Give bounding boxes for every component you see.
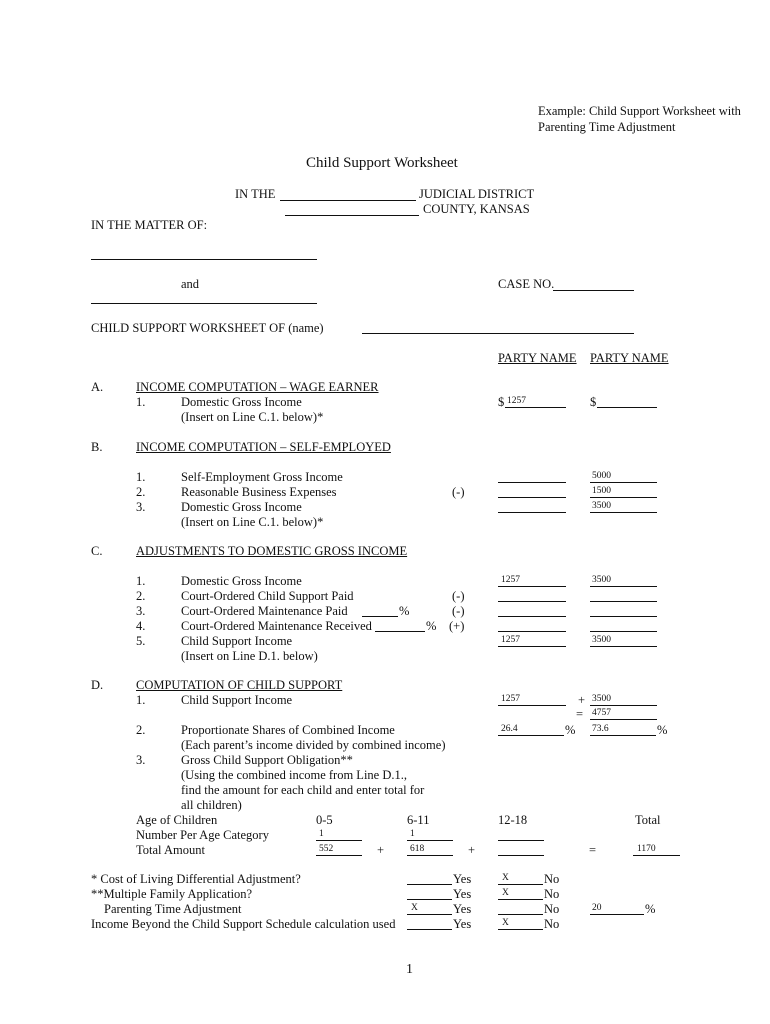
c5-sublabel: (Insert on Line D.1. below): [181, 649, 318, 663]
total-header: Total: [635, 813, 661, 827]
c5-number: 5.: [136, 634, 146, 648]
col-yes-label: Yes: [453, 872, 472, 886]
count-12-18-field[interactable]: [498, 840, 544, 841]
number-per-age-label: Number Per Age Category: [136, 828, 269, 842]
section-a-letter: A.: [91, 380, 104, 394]
c2-field-party1[interactable]: [498, 601, 566, 602]
section-a-title: INCOME COMPUTATION – WAGE EARNER: [136, 380, 379, 394]
district-blank[interactable]: [280, 200, 416, 201]
b1-field-party2[interactable]: [590, 482, 657, 483]
c4-operator: (+): [449, 619, 465, 633]
mf-yes-label: Yes: [453, 887, 472, 901]
b2-label: Reasonable Business Expenses: [181, 485, 337, 499]
a1-dollar-2: $: [590, 395, 597, 409]
c4-number: 4.: [136, 619, 146, 633]
pt-percent-field[interactable]: [590, 914, 644, 915]
age-6-11-header: 6-11: [407, 813, 430, 827]
example-line-2: Parenting Time Adjustment: [538, 120, 676, 134]
col-no-mark: X: [502, 873, 509, 883]
c2-number: 2.: [136, 589, 146, 603]
page-number: 1: [406, 962, 413, 977]
b2-value-party2: 1500: [592, 486, 611, 496]
d1-field-party2[interactable]: [590, 705, 657, 706]
count-0-5-field[interactable]: [316, 840, 362, 841]
d1-label: Child Support Income: [181, 693, 293, 707]
b1-value-party2: 5000: [592, 471, 611, 481]
count-0-5-value: 1: [319, 829, 324, 839]
amount-0-5-field[interactable]: [316, 855, 362, 856]
b3-field-party2[interactable]: [590, 512, 657, 513]
c1-number: 1.: [136, 574, 146, 588]
d3-sublabel-2: find the amount for each child and enter total for: [181, 783, 425, 797]
in-the-label: IN THE: [235, 187, 276, 201]
amount-6-11-value: 618: [410, 844, 425, 854]
d2-label: Proportionate Shares of Combined Income: [181, 723, 395, 737]
mf-yes-field[interactable]: [407, 899, 452, 900]
col-no-field[interactable]: [498, 884, 543, 885]
count-6-11-field[interactable]: [407, 840, 453, 841]
d3-label: Gross Child Support Obligation**: [181, 753, 353, 767]
ib-yes-field[interactable]: [407, 929, 452, 930]
c2-operator: (-): [452, 589, 465, 603]
pt-percent-value: 20: [592, 903, 602, 913]
b3-label: Domestic Gross Income: [181, 500, 302, 514]
d2-share-party1: 26.4: [501, 724, 518, 734]
party-name-header-1: PARTY NAME: [498, 351, 577, 365]
d1-number: 1.: [136, 693, 146, 707]
d2-number: 2.: [136, 723, 146, 737]
pt-no-field[interactable]: [498, 914, 543, 915]
a1-sublabel: (Insert on Line C.1. below)*: [181, 410, 324, 424]
d1-value-party1: 1257: [501, 694, 520, 704]
col-yes-field[interactable]: [407, 884, 452, 885]
b2-number: 2.: [136, 485, 146, 499]
multiple-family-label: **Multiple Family Application?: [91, 887, 253, 901]
ib-no-field[interactable]: [498, 929, 543, 930]
c1-value-party2: 3500: [592, 575, 611, 585]
b1-field-party1[interactable]: [498, 482, 566, 483]
a1-number: 1.: [136, 395, 146, 409]
total-amount-value: 1170: [637, 844, 656, 854]
amount-0-5-value: 552: [319, 844, 334, 854]
c5-label: Child Support Income: [181, 634, 293, 648]
c2-field-party2[interactable]: [590, 601, 657, 602]
amount-plus-2: +: [468, 843, 476, 857]
ib-no-label: No: [544, 917, 560, 931]
c5-field-party1[interactable]: [498, 646, 566, 647]
a1-value-party1: 1257: [507, 396, 526, 406]
b1-number: 1.: [136, 470, 146, 484]
section-b-letter: B.: [91, 440, 103, 454]
c3-operator: (-): [452, 604, 465, 618]
judicial-district-label: JUDICIAL DISTRICT: [419, 187, 535, 201]
amount-equals: =: [589, 843, 597, 857]
total-amount-label: Total Amount: [136, 843, 205, 857]
d2-sublabel: (Each parent’s income divided by combined income): [181, 738, 446, 752]
age-12-18-header: 12-18: [498, 813, 528, 827]
c5-value-party2: 3500: [592, 635, 611, 645]
total-amount-field[interactable]: [633, 855, 680, 856]
b2-field-party1[interactable]: [498, 497, 566, 498]
c1-value-party1: 1257: [501, 575, 520, 585]
case-no-blank[interactable]: [553, 290, 634, 291]
d3-sublabel-3: all children): [181, 798, 242, 812]
d2-share-field-party2[interactable]: [590, 735, 656, 736]
d2-share-party2: 73.6: [592, 724, 609, 734]
matter-of-label: IN THE MATTER OF:: [91, 218, 208, 232]
c4-label: Court-Ordered Maintenance Received: [181, 619, 372, 633]
amount-12-18-field[interactable]: [498, 855, 544, 856]
c2-label: Court-Ordered Child Support Paid: [181, 589, 354, 603]
d2-percent-1: %: [565, 723, 576, 737]
c3-percent-sign: %: [399, 604, 410, 618]
d1-equals: =: [576, 707, 584, 721]
d2-share-field-party1[interactable]: [498, 735, 564, 736]
c4-percent-sign: %: [426, 619, 437, 633]
section-c-letter: C.: [91, 544, 103, 558]
amount-plus-1: +: [377, 843, 385, 857]
c5-value-party1: 1257: [501, 635, 520, 645]
a1-field-party1[interactable]: [505, 407, 566, 408]
c3-label: Court-Ordered Maintenance Paid: [181, 604, 348, 618]
b3-sublabel: (Insert on Line C.1. below)*: [181, 515, 324, 529]
pt-yes-label: Yes: [453, 902, 472, 916]
count-6-11-value: 1: [410, 829, 415, 839]
a1-dollar-1: $: [498, 395, 505, 409]
c4-percent-field[interactable]: [375, 631, 425, 632]
age-children-label: Age of Children: [136, 813, 218, 827]
d1-plus: +: [578, 693, 586, 707]
mf-no-field[interactable]: [498, 899, 543, 900]
d1-combined-field[interactable]: [590, 719, 657, 720]
b2-operator: (-): [452, 485, 465, 499]
pt-no-label: No: [544, 902, 560, 916]
county-blank[interactable]: [285, 215, 419, 216]
c5-field-party2[interactable]: [590, 646, 657, 647]
col-no-label: No: [544, 872, 560, 886]
ib-no-mark: X: [502, 918, 509, 928]
income-beyond-label: Income Beyond the Child Support Schedule calculation used: [91, 917, 396, 931]
county-kansas-label: COUNTY, KANSAS: [423, 202, 530, 216]
pt-yes-field[interactable]: [407, 914, 452, 915]
party1-name-blank[interactable]: [91, 259, 317, 260]
example-line-1: Example: Child Support Worksheet with: [538, 104, 741, 118]
ib-yes-label: Yes: [453, 917, 472, 931]
page-title: Child Support Worksheet: [306, 155, 458, 171]
b2-field-party2[interactable]: [590, 497, 657, 498]
col-adjustment-label: * Cost of Living Differential Adjustment?: [91, 872, 301, 886]
d1-value-party2: 3500: [592, 694, 611, 704]
c3-percent-field[interactable]: [362, 616, 398, 617]
and-label: and: [181, 277, 200, 291]
mf-no-mark: X: [502, 888, 509, 898]
case-no-label: CASE NO.: [498, 277, 555, 291]
b3-value-party2: 3500: [592, 501, 611, 511]
pt-percent-sign: %: [645, 902, 656, 916]
section-d-title: COMPUTATION OF CHILD SUPPORT: [136, 678, 343, 692]
party2-name-blank[interactable]: [91, 303, 317, 304]
c1-field-party2[interactable]: [590, 586, 657, 587]
amount-6-11-field[interactable]: [407, 855, 453, 856]
c1-label: Domestic Gross Income: [181, 574, 302, 588]
c3-field-party1[interactable]: [498, 616, 566, 617]
age-0-5-header: 0-5: [316, 813, 333, 827]
c4-field-party2[interactable]: [590, 631, 657, 632]
party-name-header-2: PARTY NAME: [590, 351, 669, 365]
parenting-time-label: Parenting Time Adjustment: [104, 902, 242, 916]
section-c-title: ADJUSTMENTS TO DOMESTIC GROSS INCOME: [136, 544, 408, 558]
b1-label: Self-Employment Gross Income: [181, 470, 343, 484]
section-b-title: INCOME COMPUTATION – SELF-EMPLOYED: [136, 440, 391, 454]
section-d-letter: D.: [91, 678, 104, 692]
c4-field-party1[interactable]: [498, 631, 566, 632]
d3-number: 3.: [136, 753, 146, 767]
d1-combined-value: 4757: [592, 708, 611, 718]
worksheet-of-label: CHILD SUPPORT WORKSHEET OF (name): [91, 321, 324, 335]
d1-field-party1[interactable]: [498, 705, 566, 706]
a1-label: Domestic Gross Income: [181, 395, 302, 409]
c3-field-party2[interactable]: [590, 616, 657, 617]
mf-no-label: No: [544, 887, 560, 901]
a1-field-party2[interactable]: [597, 407, 657, 408]
b3-field-party1[interactable]: [498, 512, 566, 513]
c1-field-party1[interactable]: [498, 586, 566, 587]
d3-sublabel-1: (Using the combined income from Line D.1.,: [181, 768, 407, 782]
d2-percent-2: %: [657, 723, 668, 737]
c3-number: 3.: [136, 604, 146, 618]
b3-number: 3.: [136, 500, 146, 514]
worksheet-name-blank[interactable]: [362, 333, 634, 334]
pt-yes-mark: X: [411, 903, 418, 913]
